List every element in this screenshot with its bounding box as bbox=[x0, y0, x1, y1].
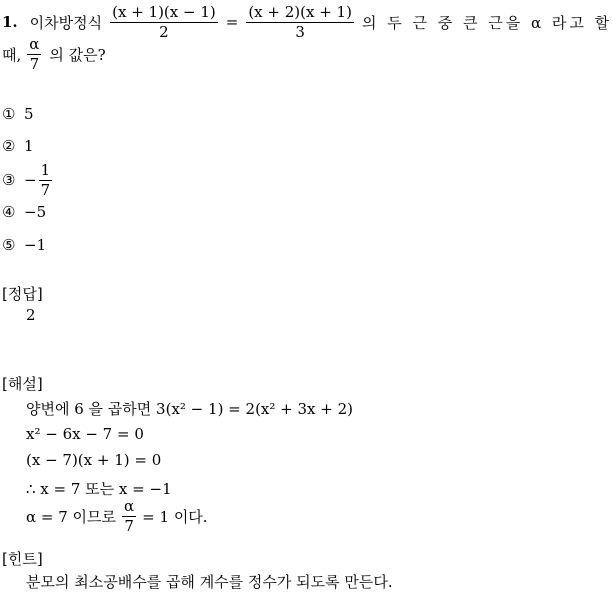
solution-numerator: α bbox=[124, 496, 135, 515]
solution-line-5 bbox=[26, 495, 208, 537]
problem-number: 1. bbox=[2, 13, 18, 31]
question-fraction bbox=[27, 36, 41, 73]
problem-stem-end: 의 값은? bbox=[49, 45, 106, 64]
choice-2-mark: ② bbox=[2, 137, 16, 155]
choice-5-value: −1 bbox=[24, 236, 47, 254]
solution-line-3: (x − 7)(x + 1) = 0 bbox=[26, 451, 162, 469]
lhs-numerator: (x + 1)(x − 1) bbox=[112, 2, 216, 21]
choice-3-numerator: 1 bbox=[40, 160, 51, 179]
rhs-numerator: (x + 2)(x + 1) bbox=[248, 2, 352, 21]
choice-1-value: 5 bbox=[24, 105, 34, 123]
solution-line-4: ∴ x = 7 또는 x = −1 bbox=[26, 480, 172, 498]
choice-1[interactable] bbox=[2, 104, 34, 124]
choice-2[interactable] bbox=[2, 136, 34, 156]
choice-3-denominator: 7 bbox=[40, 180, 51, 199]
problem-stem-start: 이차방정식 bbox=[29, 13, 103, 32]
problem-stem-line2-start: 때, bbox=[2, 45, 22, 64]
solution-line-5-end: = 1 이다. bbox=[142, 507, 208, 526]
solution-label: [해설] bbox=[2, 375, 43, 393]
lhs-denominator: 2 bbox=[159, 22, 169, 41]
lhs-fraction bbox=[110, 4, 218, 41]
solution-fraction bbox=[122, 498, 136, 535]
solution-line-5-start: α = 7 이므로 bbox=[26, 507, 117, 526]
question-numerator: α bbox=[29, 34, 40, 53]
solution-denominator: 7 bbox=[124, 516, 134, 535]
solution-line-2: x² − 6x − 7 = 0 bbox=[26, 425, 144, 443]
hint-text: 분모의 최소공배수를 곱해 계수를 정수가 되도록 만든다. bbox=[26, 573, 393, 591]
choice-4[interactable] bbox=[2, 202, 46, 222]
choice-3-mark: ③ bbox=[2, 171, 16, 189]
rhs-denominator: 3 bbox=[295, 22, 305, 41]
rhs-fraction bbox=[246, 4, 354, 41]
choice-3-fraction bbox=[39, 162, 53, 199]
choice-5[interactable] bbox=[2, 235, 46, 255]
answer-label: [정답] bbox=[2, 285, 43, 303]
choice-1-mark: ① bbox=[2, 105, 16, 123]
choice-3[interactable] bbox=[2, 160, 54, 200]
problem-stem-mid: 의 두 근 중 큰 근을 α 라고 할 bbox=[361, 13, 612, 32]
problem-line-2 bbox=[2, 34, 106, 74]
question-denominator: 7 bbox=[29, 54, 40, 73]
hint-label: [힌트] bbox=[2, 550, 43, 568]
choice-4-mark: ④ bbox=[2, 203, 16, 221]
choice-5-mark: ⑤ bbox=[2, 236, 16, 254]
equals-sign: = bbox=[225, 13, 239, 31]
choice-3-sign: − bbox=[24, 171, 37, 189]
choice-4-value: −5 bbox=[24, 203, 47, 221]
choice-2-value: 1 bbox=[24, 137, 34, 155]
answer-value: 2 bbox=[26, 306, 36, 324]
solution-line-1: 양변에 6 을 곱하면 3(x² − 1) = 2(x² + 3x + 2) bbox=[26, 400, 353, 418]
